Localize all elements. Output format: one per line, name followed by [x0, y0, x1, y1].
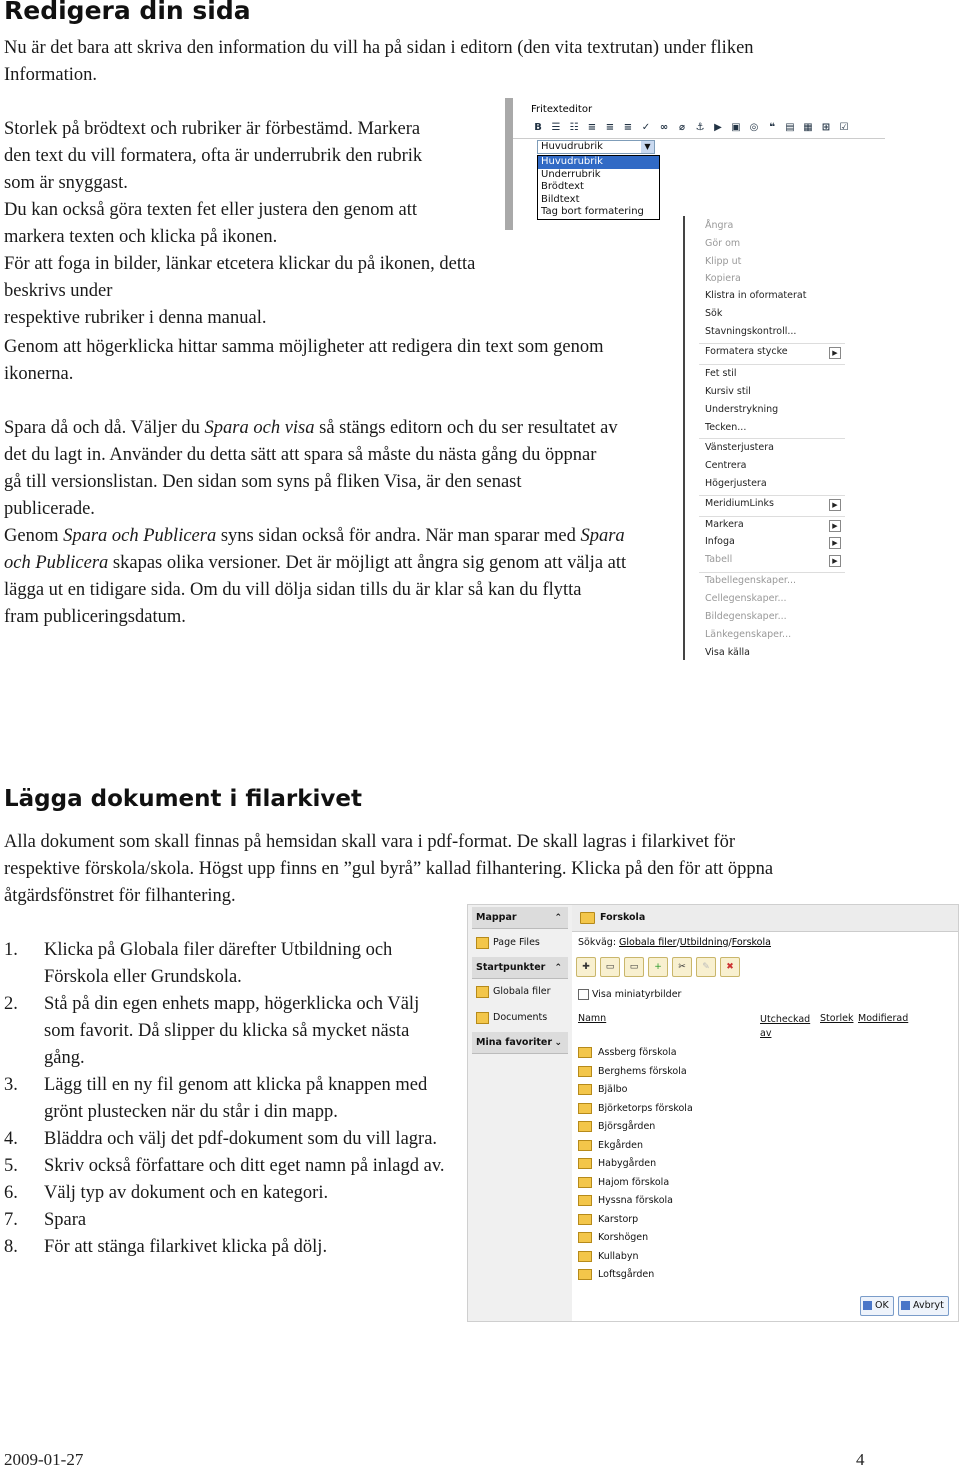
context-menu-item[interactable]: MeridiumLinks: [705, 498, 774, 509]
file-manager-main: [572, 905, 958, 1321]
page-files-label: Page Files: [493, 937, 540, 948]
step-text: Spara: [44, 1210, 87, 1230]
text-line: fram publiceringsdatum.: [4, 607, 186, 627]
anchor-icon[interactable]: ⚓: [695, 121, 705, 133]
context-menu-item[interactable]: Gör om: [705, 238, 741, 249]
editor-title: Fritexteditor: [531, 104, 593, 115]
step-item: [4, 1180, 454, 1207]
spellcheck-icon[interactable]: ✓: [641, 121, 651, 133]
image-icon[interactable]: ▣: [731, 121, 741, 133]
table-icon[interactable]: ▦: [803, 121, 813, 133]
context-menu-item[interactable]: Stavningskontroll...: [705, 326, 797, 337]
footer-date: 2009-01-27: [4, 1450, 84, 1469]
breadcrumb-separator: /: [728, 937, 732, 948]
breadcrumb-link[interactable]: Utbildning: [679, 937, 729, 948]
format-options-list: [537, 155, 660, 220]
context-menu-item[interactable]: Bildegenskaper...: [705, 611, 787, 622]
context-menu-item[interactable]: Infoga: [705, 536, 735, 547]
link-icon[interactable]: ∞: [659, 121, 669, 133]
text-line: Alla dokument som skall finnas på hemsidan skall vara i pdf-format. De skall lagras i filarkivet för: [4, 832, 736, 852]
folder-icon: [476, 986, 489, 998]
folder-row[interactable]: [578, 1248, 639, 1267]
text-line: åtgärdsfönstret för filhantering.: [4, 886, 236, 906]
text-run: så stängs editorn och du ser resultatet av: [314, 418, 618, 438]
folder-name: Loftsgården: [598, 1269, 655, 1280]
folder-row[interactable]: [578, 1100, 693, 1119]
submenu-arrow-icon[interactable]: ▶: [829, 520, 841, 532]
chevron-up-icon[interactable]: ⌃: [554, 963, 562, 973]
section-title: Lägga dokument i filarkivet: [4, 786, 362, 812]
folder-icon: [578, 1177, 592, 1188]
chevron-down-icon[interactable]: ▼: [641, 141, 654, 153]
submenu-arrow-icon[interactable]: ▶: [829, 499, 841, 511]
editor-toolbar: [531, 118, 851, 136]
step-text: Stå på din egen enhets mapp, högerklicka och Välj som favorit. Då slipper du klicka så mycket nästa gång.: [44, 994, 420, 1068]
breadcrumb-link[interactable]: Globala filer: [619, 937, 677, 948]
add-folder-icon[interactable]: ✚: [576, 957, 596, 977]
folder-icon: [578, 1232, 592, 1243]
documents-label: Documents: [493, 1012, 548, 1023]
format-select-value: Huvudrubrik: [541, 141, 603, 152]
step-number: 3.: [4, 1075, 18, 1095]
startpunkter-label: Startpunkter: [476, 962, 546, 973]
document-icon[interactable]: ▤: [785, 121, 795, 133]
text-run: Genom: [4, 526, 64, 546]
text-line: markera texten och klicka på ikonen.: [4, 227, 278, 247]
menu-separator: [699, 572, 845, 573]
folder-name: Bjälbo: [598, 1084, 628, 1095]
folder-icon: [578, 1047, 592, 1058]
step-item: [4, 1072, 454, 1126]
text-line: publicerade.: [4, 499, 95, 519]
context-menu-item[interactable]: Understrykning: [705, 404, 779, 415]
folder-row[interactable]: [578, 1118, 655, 1137]
format-option[interactable]: Huvudrubrik: [538, 156, 659, 169]
column-size[interactable]: Storlek: [820, 1013, 854, 1024]
archive-intro-paragraph: [4, 829, 954, 910]
context-menu-item[interactable]: Länkegenskaper...: [705, 629, 792, 640]
step-item: [4, 1234, 454, 1261]
text-run: Spara då och då. Väljer du: [4, 418, 205, 438]
column-headers: [578, 1013, 958, 1043]
context-menu-item[interactable]: Visa källa: [705, 647, 750, 658]
step-number: 6.: [4, 1183, 18, 1203]
folder-icon: [578, 1084, 592, 1095]
folder-row[interactable]: [578, 1063, 687, 1082]
page-files-item[interactable]: [476, 935, 540, 951]
menu-separator: [699, 495, 845, 496]
format-option[interactable]: Brödtext: [541, 181, 584, 192]
folder-row[interactable]: [578, 1081, 627, 1100]
folder-row[interactable]: [578, 1137, 643, 1156]
step-text: Klicka på Globala filer därefter Utbildning och Förskola eller Grundskola.: [44, 940, 393, 987]
italic-run: och Publicera: [4, 553, 109, 573]
text-line: Storlek på brödtext och rubriker är förbestämd. Markera: [4, 119, 421, 139]
format-option[interactable]: Tag bort formatering: [541, 206, 644, 217]
step-item: [4, 937, 454, 991]
context-menu-item[interactable]: Markera: [705, 519, 744, 530]
folder-name: Assberg förskola: [598, 1047, 677, 1058]
mina-favoriter-label: Mina favoriter: [476, 1037, 553, 1048]
context-menu-item[interactable]: Tabellegenskaper...: [705, 575, 797, 586]
context-menu-item[interactable]: Sök: [705, 308, 723, 319]
context-menu-item[interactable]: Kursiv stil: [705, 386, 751, 397]
align-center-icon[interactable]: ≡: [605, 121, 615, 133]
text-line: gå till versionslistan. Den sidan som syns på fliken Visa, är den senast: [4, 472, 522, 492]
folder-row[interactable]: [578, 1174, 669, 1193]
context-menu-item[interactable]: Tecken...: [705, 422, 747, 433]
ok-icon: [863, 1301, 872, 1310]
context-menu-item[interactable]: Vänsterjustera: [705, 442, 774, 453]
bold-icon[interactable]: B: [534, 121, 542, 133]
column-name[interactable]: Namn: [578, 1013, 607, 1024]
formatting-paragraph: [4, 116, 504, 332]
steps-list: [4, 937, 454, 1261]
editor-screenshot: [505, 98, 885, 230]
checkbox-box[interactable]: [578, 989, 589, 1000]
text-line: som är snyggast.: [4, 173, 128, 193]
folder-row[interactable]: [578, 1192, 673, 1211]
context-menu-item[interactable]: Klistra in oformaterat: [705, 290, 807, 301]
context-menu-item[interactable]: Cellegenskaper...: [705, 593, 787, 604]
context-menu-item[interactable]: Kopiera: [705, 273, 741, 284]
file-toolbar: [576, 957, 740, 977]
checkbox-label: Visa miniatyrbilder: [592, 989, 682, 1000]
breadcrumb: [578, 937, 771, 948]
text-run: skapas olika versioner. Det är möjligt att ångra sig genom att välja att: [108, 553, 627, 573]
context-menu-item[interactable]: Klipp ut: [705, 256, 742, 267]
step-number: 1.: [4, 940, 18, 960]
insert-icon[interactable]: ▶: [714, 121, 722, 133]
step-item: [4, 991, 454, 1072]
step-number: 8.: [4, 1237, 18, 1257]
toolbar-divider: [513, 138, 885, 139]
breadcrumb-separator: /: [676, 937, 680, 948]
step-text: För att stänga filarkivet klicka på dölj.: [44, 1237, 328, 1257]
context-menu-item[interactable]: Högerjustera: [705, 478, 767, 489]
checkbox-icon[interactable]: ☑: [839, 121, 849, 133]
folder-row[interactable]: [578, 1229, 648, 1248]
folder-icon: [578, 1214, 592, 1225]
context-menu-item[interactable]: Ångra: [705, 220, 734, 231]
folder-name: Hajom förskola: [598, 1176, 670, 1188]
context-menu-item[interactable]: Formatera stycke: [705, 346, 788, 357]
cancel-icon: [901, 1301, 910, 1310]
globala-filer-item[interactable]: [476, 984, 551, 1000]
file-manager-sidebar: [472, 905, 568, 1321]
text-line: ikonerna.: [4, 364, 74, 384]
step-text: Skriv också författare och ditt eget namn på inlagd av.: [44, 1156, 445, 1176]
submenu-arrow-icon[interactable]: ▶: [829, 537, 841, 549]
step-number: 2.: [4, 994, 18, 1014]
text-run: syns sidan också för andra. När man sparar med: [216, 526, 581, 546]
column-modified[interactable]: Modifierad: [858, 1013, 909, 1024]
text-line: Du kan också göra texten fet eller justera den genom att: [4, 200, 418, 220]
submenu-arrow-icon[interactable]: ▶: [829, 555, 841, 567]
folder-name: Ekgården: [598, 1139, 643, 1151]
folder-row[interactable]: [578, 1266, 654, 1285]
step-text: Bläddra och välj det pdf-dokument som du vill lagra.: [44, 1129, 438, 1149]
flash-icon[interactable]: ◎: [749, 121, 759, 133]
text-line: det du lagt in. Använder du detta sätt att spara så måste du nästa gång du öppnar: [4, 445, 597, 465]
new-folder-icon[interactable]: ▭: [600, 957, 620, 977]
menu-separator: [699, 516, 845, 517]
format-select[interactable]: [537, 140, 655, 154]
folder-name: Björketorps förskola: [598, 1102, 693, 1114]
folder-name: Habygården: [598, 1158, 657, 1169]
folder-icon: [578, 1251, 592, 1262]
folder-title: [572, 905, 958, 932]
ok-button[interactable]: [860, 1296, 894, 1316]
text-line: lägga ut en tidigare sida. Om du vill dölja sidan tills du är klar så kan du flytta: [4, 580, 582, 600]
column-checked-out[interactable]: Utcheckad av: [760, 1014, 811, 1039]
folder-name: Korshögen: [598, 1232, 649, 1243]
format-option[interactable]: Bildtext: [541, 193, 580, 205]
folder-name: Hyssna förskola: [598, 1195, 673, 1206]
documents-item[interactable]: [476, 1010, 547, 1026]
folder-row[interactable]: [578, 1155, 656, 1174]
rightclick-paragraph: [4, 334, 684, 388]
folder-row[interactable]: [578, 1044, 677, 1063]
text-line: respektive förskola/skola. Högst upp finns en ”gul byrå” kallad filhantering. Klicka på den för att öppna: [4, 859, 774, 879]
save-paragraph: [4, 415, 684, 631]
format-option[interactable]: Underrubrik: [541, 168, 601, 180]
folder-icon: [476, 1012, 489, 1024]
step-item: [4, 1126, 454, 1153]
folder-title-label: Forskola: [600, 912, 646, 923]
cut-icon[interactable]: ✂: [672, 957, 692, 977]
text-line: den text du vill formatera, ofta är underrubrik den rubrik: [4, 146, 423, 166]
edit-icon[interactable]: ✎: [696, 957, 716, 977]
startpunkter-header[interactable]: [472, 957, 568, 979]
intro-line-1: Nu är det bara att skriva den information du vill ha på sidan i editorn (den vita textrutan) under fliken: [4, 38, 754, 58]
cancel-button[interactable]: [898, 1296, 949, 1316]
folder-icon: [578, 1103, 592, 1114]
unlink-icon[interactable]: ⌀: [678, 121, 686, 133]
step-number: 7.: [4, 1210, 18, 1230]
intro-paragraph: [4, 35, 954, 89]
context-menu-item[interactable]: Centrera: [705, 460, 747, 471]
file-manager-screenshot: [467, 904, 959, 1322]
intro-line-2: Information.: [4, 65, 97, 85]
chevron-up-icon[interactable]: ⌃: [554, 913, 562, 923]
folder-icon: [578, 1066, 592, 1077]
ok-label: OK: [875, 1300, 889, 1311]
menu-separator: [699, 364, 845, 365]
folder-icon: [578, 1121, 592, 1132]
folder-row[interactable]: [578, 1211, 638, 1230]
step-number: 5.: [4, 1156, 18, 1176]
globala-filer-label: Globala filer: [493, 986, 551, 997]
numbered-list-icon[interactable]: ☷: [569, 121, 579, 133]
delete-icon[interactable]: ✖: [720, 957, 740, 977]
text-line: Genom att högerklicka hittar samma möjligheter att redigera din text som genom: [4, 337, 604, 357]
add-file-icon[interactable]: +: [648, 957, 668, 977]
folder-icon: [578, 1195, 592, 1206]
folder-icon: [476, 937, 489, 949]
path-label: Sökväg:: [578, 937, 620, 948]
submenu-arrow-icon[interactable]: ▶: [829, 347, 841, 359]
align-right-icon[interactable]: ≡: [623, 121, 633, 133]
bullet-list-icon[interactable]: ☰: [551, 121, 561, 133]
mina-favoriter-header[interactable]: [472, 1032, 568, 1054]
page-title: Redigera din sida: [4, 0, 251, 25]
folder-icon: [578, 1158, 592, 1169]
align-left-icon[interactable]: ≡: [587, 121, 597, 133]
context-menu-item[interactable]: Fet stil: [705, 368, 737, 379]
context-menu-item[interactable]: Tabell: [705, 554, 733, 565]
text-line: respektive rubriker i denna manual.: [4, 308, 267, 328]
breadcrumb-link[interactable]: Forskola: [731, 937, 771, 948]
folder-icon[interactable]: ▭: [624, 957, 644, 977]
folder-icon: [578, 1140, 592, 1151]
thumbnails-checkbox[interactable]: [578, 989, 681, 1000]
folder-icon: [578, 1269, 592, 1280]
mappar-header[interactable]: [472, 907, 568, 929]
mappar-label: Mappar: [476, 912, 517, 923]
step-text: Lägg till en ny fil genom att klicka på knappen med grönt plustecken när du står i din mapp.: [44, 1075, 428, 1122]
folder-name: Kullabyn: [598, 1250, 639, 1262]
chevron-down-icon[interactable]: ⌄: [554, 1038, 562, 1048]
context-menu-screenshot: [683, 216, 845, 660]
menu-separator: [699, 343, 845, 344]
folder-name: Berghems förskola: [598, 1065, 687, 1077]
italic-run: Spara: [580, 526, 625, 546]
text-line: För att foga in bilder, länkar etcetera klickar du på ikonen, detta beskrivs under: [4, 254, 476, 301]
quote-icon[interactable]: ❝: [769, 121, 775, 133]
step-item: [4, 1207, 454, 1234]
italic-run: Spara och visa: [204, 418, 315, 438]
cancel-label: Avbryt: [913, 1300, 944, 1311]
folder-name: Björsgården: [598, 1121, 656, 1132]
step-number: 4.: [4, 1129, 18, 1149]
folder-icon: [580, 912, 595, 924]
page-number: 4: [856, 1450, 865, 1469]
italic-run: Spara och Publicera: [63, 526, 217, 546]
folder-name: Karstorp: [598, 1213, 639, 1225]
grid-icon[interactable]: ⊞: [821, 121, 831, 133]
step-text: Välj typ av dokument och en kategori.: [44, 1183, 329, 1203]
step-item: [4, 1153, 454, 1180]
menu-separator: [699, 438, 845, 439]
